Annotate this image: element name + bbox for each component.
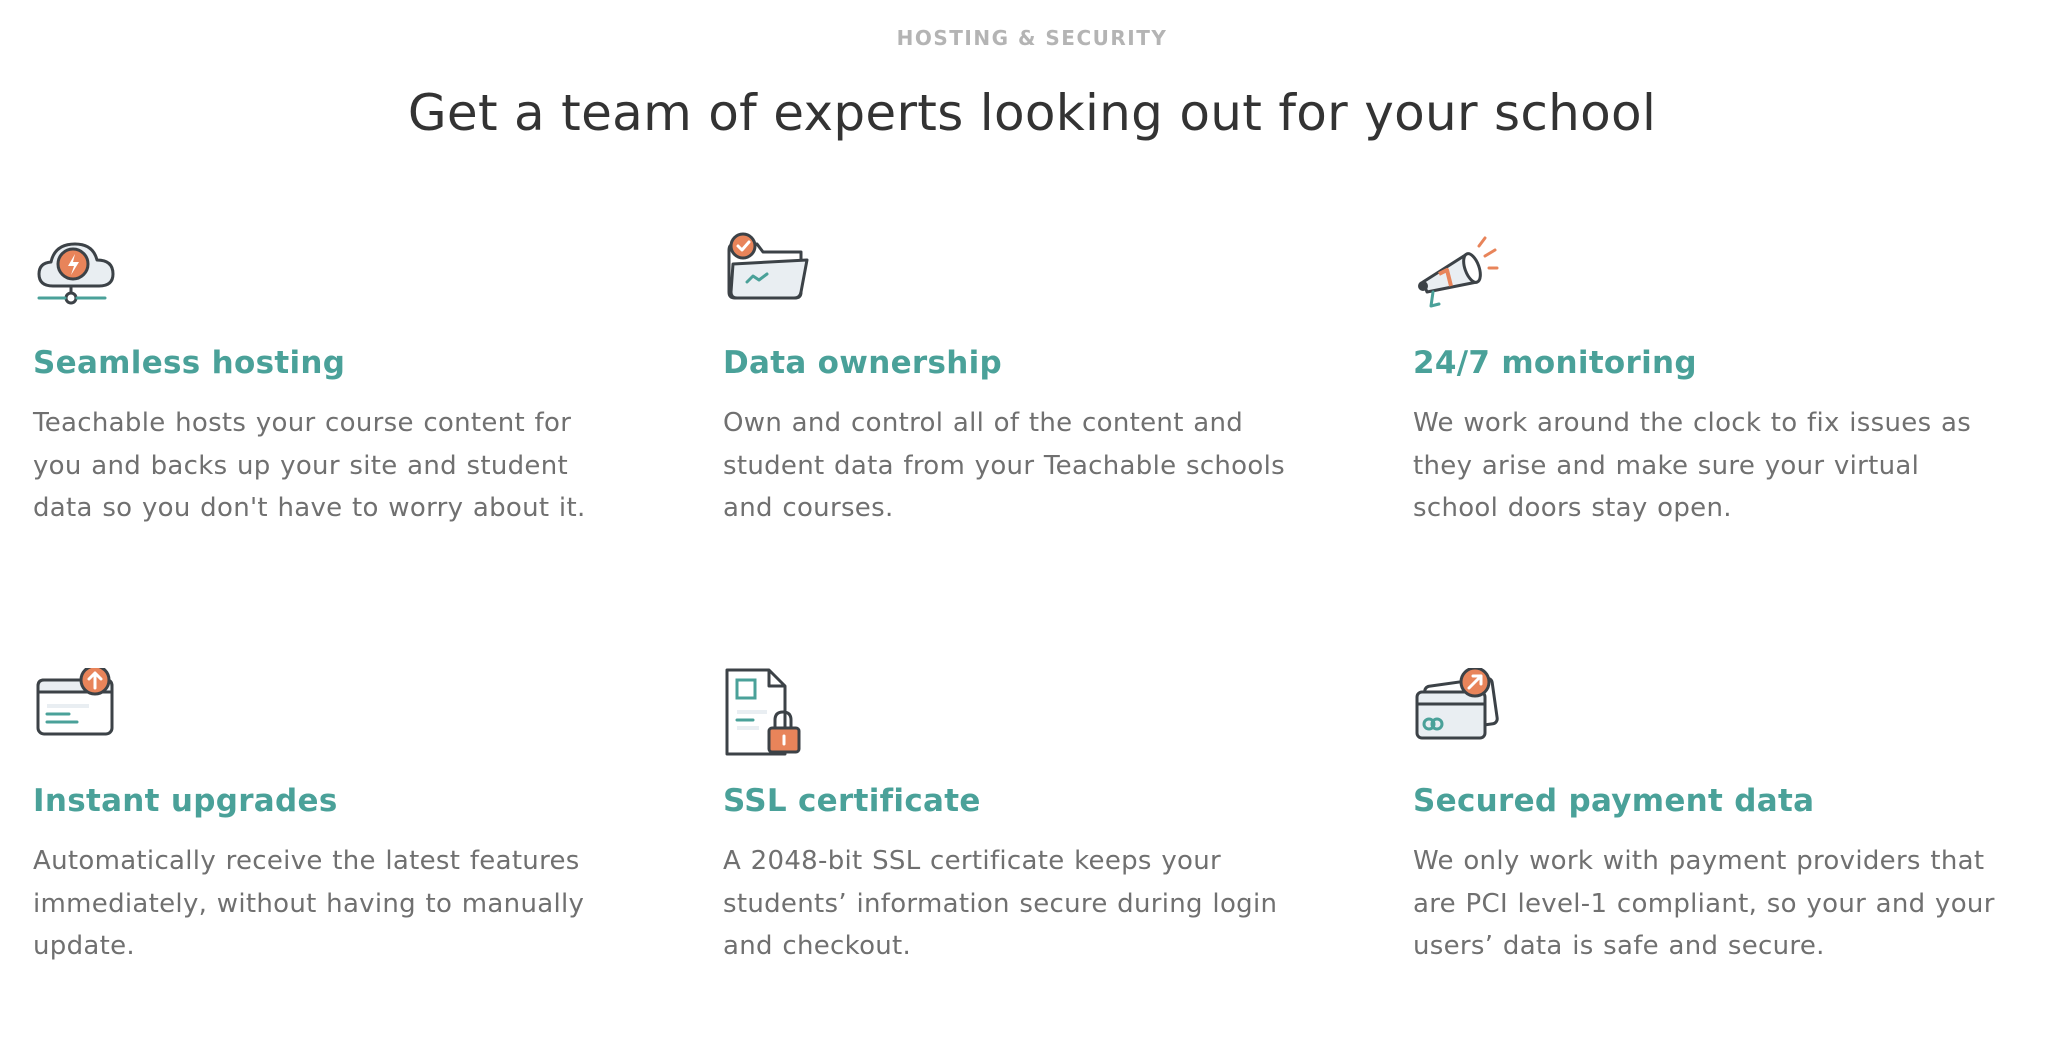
credit-card-arrow-icon bbox=[1413, 668, 1503, 758]
feature-title: SSL certificate bbox=[723, 783, 981, 819]
feature-description: Automatically receive the latest features immediately, without having to manually update. bbox=[33, 846, 585, 961]
feature-title: Data ownership bbox=[723, 345, 1003, 381]
feature-description: We work around the clock to fix issues as they arise and make sure your virtual school doors stay open. bbox=[1413, 408, 1972, 523]
cloud-lightning-icon bbox=[33, 230, 123, 320]
section-eyebrow: HOSTING & SECURITY bbox=[896, 26, 1168, 50]
feature-title: Instant upgrades bbox=[33, 783, 338, 819]
feature-description: We only work with payment providers that are PCI level-1 compliant, so your and your users’ data is safe and secure. bbox=[1413, 846, 1995, 961]
feature-description: Teachable hosts your course content for you and backs up your site and student data so you don't have to worry about it. bbox=[33, 408, 586, 523]
megaphone-icon bbox=[1413, 230, 1503, 320]
feature-description: Own and control all of the content and student data from your Teachable schools and courses. bbox=[723, 408, 1285, 523]
feature-description: A 2048-bit SSL certificate keeps your students’ information secure during login and checkout. bbox=[723, 846, 1278, 961]
feature-title: 24/7 monitoring bbox=[1413, 345, 1697, 381]
document-lock-icon bbox=[723, 668, 813, 758]
browser-upgrade-icon bbox=[33, 668, 123, 758]
feature-title: Secured payment data bbox=[1413, 783, 1815, 819]
folder-check-icon bbox=[723, 230, 813, 320]
section-headline: Get a team of experts looking out for your school bbox=[407, 84, 1657, 142]
feature-title: Seamless hosting bbox=[33, 345, 346, 381]
